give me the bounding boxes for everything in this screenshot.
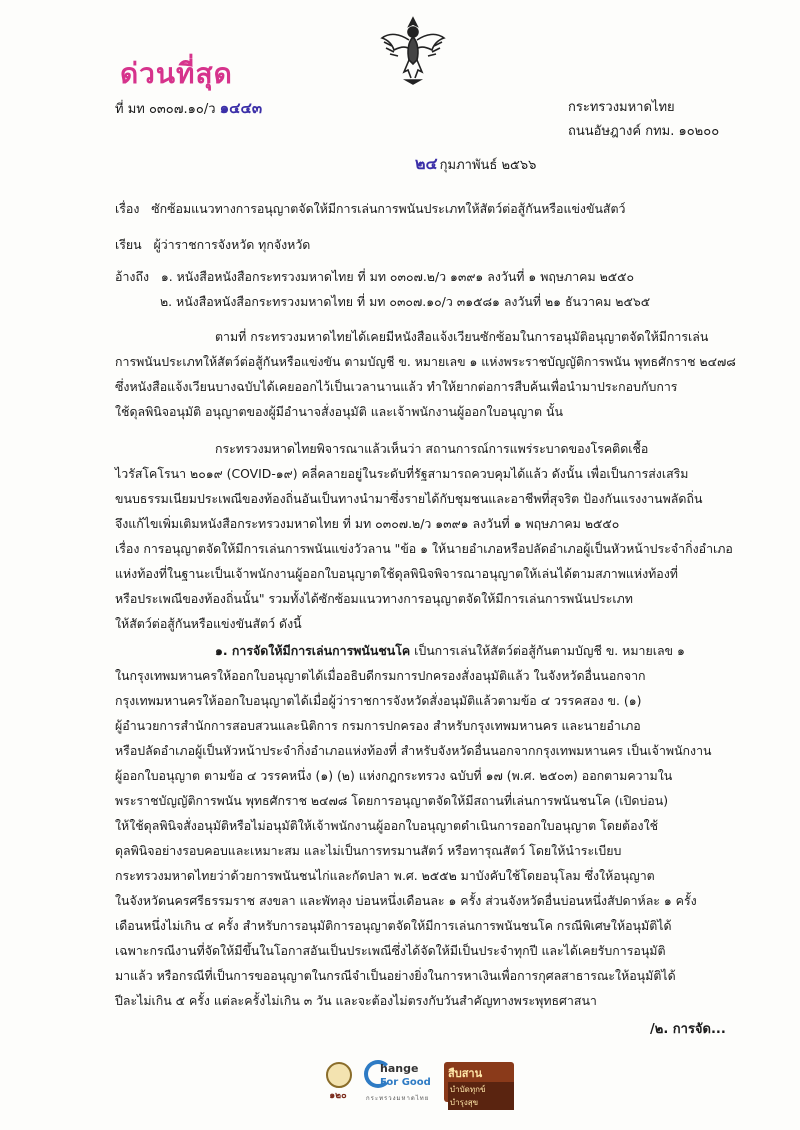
references-label: อ้างถึง — [115, 269, 150, 284]
document-number — [115, 96, 262, 120]
paragraph-3-line: ให้ใช้ดุลพินิจสั่งอนุมัติหรือไม่อนุมัติให้เจ้าพนักงานผู้ออกใบอนุญาตดำเนินการออกใบอนุญาต โดยต้องใช้ — [115, 818, 659, 833]
change-logo-line1: hange — [380, 1062, 419, 1075]
bamrung-logo-line2: บำบัดทุกข์ บำรุงสุข — [448, 1082, 514, 1110]
change-logo-line3: กระทรวงมหาดไทย — [366, 1095, 430, 1102]
recipient-line — [115, 236, 310, 255]
paragraph-3-line: พระราชบัญญัติการพนัน พุทธศักราช ๒๔๗๘ โดยการอนุญาตจัดให้มีสถานที่เล่นการพนันชนโค (เปิดบ่อน) — [115, 793, 669, 808]
urgency-stamp: ด่วนที่สุด — [120, 57, 233, 90]
paragraph-3-line: กระทรวงมหาดไทยว่าด้วยการพนันชนไก่และกัดปลา พ.ศ. ๒๕๕๒ มาบังคับใช้โดยอนุโลม ซึ่งให้อนุญาต — [115, 868, 655, 883]
section-1-heading: ๑. การจัดให้มีการเล่นการพนันชนโค — [215, 643, 411, 658]
paragraph-3-line: ดุลพินิจอย่างรอบคอบและเหมาะสม และไม่เป็นการทรมานสัตว์ หรือทารุณสัตว์ โดยให้นำระเบียบ — [115, 843, 622, 858]
paragraph-2-line: ไวรัสโคโรนา ๒๐๑๙ (COVID-๑๙) คลี่คลายอยู่ในระดับที่รัฐสามารถควบคุมได้แล้ว ดังนั้น เพื่อเป็นการส่งเสริม — [115, 466, 689, 481]
paragraph-3-line: เฉพาะกรณีงานที่จัดให้มีขึ้นในโอกาสอันเป็นประเพณีซึ่งได้จัดให้มีเป็นประจำทุกปี และได้เคยรับการอนุมัติ — [115, 943, 666, 958]
bamrung-logo-line1: สืบสาน — [448, 1067, 483, 1080]
paragraph-3-line: กรุงเทพมหานครให้ออกใบอนุญาตได้เมื่อผู้ว่าราชการจังหวัดสั่งอนุมัติแล้วตามข้อ ๔ วรรคสอง ข. (๑) — [115, 693, 642, 708]
reference-item: ๒. หนังสือหนังสือกระทรวงมหาดไทย ที่ มท ๐๓๐๗.๑๐/ว ๓๑๕๘๑ ลงวันที่ ๒๑ ธันวาคม ๒๕๖๕ — [160, 294, 651, 309]
paragraph-3-line: ผู้อำนวยการสำนักการสอบสวนและนิติการ กรมการปกครอง สำหรับกรุงเทพมหานคร และนายอำเภอ — [115, 718, 641, 733]
subject-line — [115, 200, 626, 219]
date-month-year: กุมภาพันธ์ ๒๕๖๖ — [439, 158, 537, 173]
recipient-label: เรียน — [115, 237, 142, 252]
paragraph-2-line: หรือประเพณีของท้องถิ่นนั้น" รวมทั้งได้ซักซ้อมแนวทางการอนุญาตจัดให้มีการเล่นการพนันประเภท — [115, 591, 633, 606]
paragraph-2-line: จึงแก้ไขเพิ่มเติมหนังสือกระทรวงมหาดไทย ที่ มท ๐๓๐๗.๒/ว ๑๓๙๑ ลงวันที่ ๑ พฤษภาคม ๒๕๕๐ — [115, 516, 620, 531]
footer-logos — [318, 1058, 518, 1106]
document-number-prefix: ที่ มท ๐๓๐๗.๑๐/ว — [115, 102, 216, 117]
paragraph-1-line: การพนันประเภทให้สัตว์ต่อสู้กันหรือแข่งขัน ตามบัญชี ข. หมายเลข ๑ แห่งพระราชบัญญัติการพนัน พุทธศักราช ๒๔๗๘ — [115, 354, 736, 369]
paragraph-2-line: ให้สัตว์ต่อสู้กันหรือแข่งขันสัตว์ ดังนี้ — [115, 616, 302, 631]
reference-item: ๑. หนังสือหนังสือกระทรวงมหาดไทย ที่ มท ๐๓๐๗.๒/ว ๑๓๙๑ ลงวันที่ ๑ พฤษภาคม ๒๕๕๐ — [160, 269, 635, 284]
paragraph-3-line: ปีละไม่เกิน ๕ ครั้ง แต่ละครั้งไม่เกิน ๓ วัน และจะต้องไม่ตรงกับวันสำคัญทางพระพุทธศาสนา — [115, 993, 597, 1008]
paragraph-2-line: ขนบธรรมเนียมประเพณีของท้องถิ่นอันเป็นทางนำมาซึ่งรายได้กับชุมชนและอาชีพที่สุจริต ป้องกันแรงงานพลัดถิ่น — [115, 491, 703, 506]
paragraph-1-line: ตามที่ กระทรวงมหาดไทยได้เคยมีหนังสือแจ้งเวียนซักซ้อมในการอนุมัติอนุญาตจัดให้มีการเล่น — [215, 329, 709, 344]
reference-line-1 — [115, 268, 634, 287]
paragraph-2-line: กระทรวงมหาดไทยพิจารณาแล้วเห็นว่า สถานการณ์การแพร่ระบาดของโรคติดเชื้อ — [215, 441, 649, 456]
recipient-text: ผู้ว่าราชการจังหวัด ทุกจังหวัด — [153, 237, 311, 252]
continuation-marker: /๒. การจัด... — [650, 1022, 726, 1037]
document-number-handwritten: ๑๔๔๓ — [219, 99, 263, 117]
paragraph-3-line: มาแล้ว หรือกรณีที่เป็นการขออนุญาตในกรณีจำเป็นอย่างยิ่งในการหาเงินเพื่อการกุศลสาธารณะให้อนุมัติได้ — [115, 968, 676, 983]
change-logo-line2: For Good — [380, 1077, 431, 1088]
ministry-address: ถนนอัษฎางค์ กทม. ๑๐๒๐๐ — [568, 124, 720, 139]
paragraph-2-line: เรื่อง การอนุญาตจัดให้มีการเล่นการพนันแข่งวัวลาน "ข้อ ๑ ให้นายอำเภอหรือปลัดอำเภอผู้เป็นหัวหน้าประจำกิ่งอำเภอ — [115, 541, 733, 556]
paragraph-1-line: ซึ่งหนังสือแจ้งเวียนบางฉบับได้เคยออกไว้เป็นเวลานานแล้ว ทำให้ยากต่อการสืบค้นเพื่อนำมาประกอบกับการ — [115, 379, 678, 394]
ministry-block — [568, 96, 719, 144]
paragraph-3-line: ผู้ออกใบอนุญาต ตามข้อ ๔ วรรคหนึ่ง (๑) (๒) แห่งกฎกระทรวง ฉบับที่ ๑๗ (พ.ศ. ๒๕๐๓) ออกตามความใน — [115, 768, 673, 783]
anniversary-logo-text: ๑๒๐ — [329, 1091, 347, 1101]
paragraph-1-line: ใช้ดุลพินิจอนุมัติ อนุญาตของผู้มีอำนาจสั่งอนุมัติ และเจ้าพนักงานผู้ออกใบอนุญาต นั้น — [115, 404, 563, 419]
garuda-emblem-icon — [378, 12, 448, 86]
anniversary-emblem-icon — [326, 1062, 352, 1088]
ministry-name: กระทรวงมหาดไทย — [568, 100, 675, 115]
paragraph-3-line: ในกรุงเทพมหานครให้ออกใบอนุญาตได้เมื่ออธิบดีกรมการปกครองสั่งอนุมัติแล้ว ในจังหวัดอื่นนอกจาก — [115, 668, 646, 683]
subject-text: ซักซ้อมแนวทางการอนุญาตจัดให้มีการเล่นการพนันประเภทให้สัตว์ต่อสู้กันหรือแข่งขันสัตว์ — [151, 201, 626, 216]
section-1-heading-rest: เป็นการเล่นให้สัตว์ต่อสู้กันตามบัญชี ข. หมายเลข ๑ — [410, 643, 685, 658]
anniversary-logo — [318, 1058, 358, 1104]
document-date — [415, 152, 536, 177]
paragraph-2-line: แห่งท้องที่ในฐานะเป็นเจ้าพนักงานผู้ออกใบอนุญาตใช้ดุลพินิจพิจารณาอนุญาตให้เล่นได้ตามสภาพแห่งท้องที่ — [115, 566, 678, 581]
date-day-handwritten: ๒๔ — [415, 154, 438, 173]
paragraph-3-line: ในจังหวัดนครศรีธรรมราช สงขลา และพัทลุง บ่อนหนึ่งเดือนละ ๑ ครั้ง ส่วนจังหวัดอื่นบ่อนหนึ่งสัปดาห์ละ ๑ ครั้ง — [115, 893, 697, 908]
bamrung-suk-logo — [444, 1062, 514, 1107]
paragraph-3-line: หรือปลัดอำเภอผู้เป็นหัวหน้าประจำกิ่งอำเภอแห่งท้องที่ สำหรับจังหวัดอื่นนอกจากกรุงเทพมหานคร เป็นเจ้าพนักงาน — [115, 743, 712, 758]
change-for-good-logo — [364, 1060, 438, 1104]
paragraph-3-line: เดือนหนึ่งไม่เกิน ๔ ครั้ง สำหรับการอนุมัติการอนุญาตจัดให้มีการเล่นการพนันชนโค กรณีพิเศษให้อนุมัติได้ — [115, 918, 672, 933]
subject-label: เรื่อง — [115, 201, 140, 216]
paragraph-3-first-line — [215, 642, 685, 661]
